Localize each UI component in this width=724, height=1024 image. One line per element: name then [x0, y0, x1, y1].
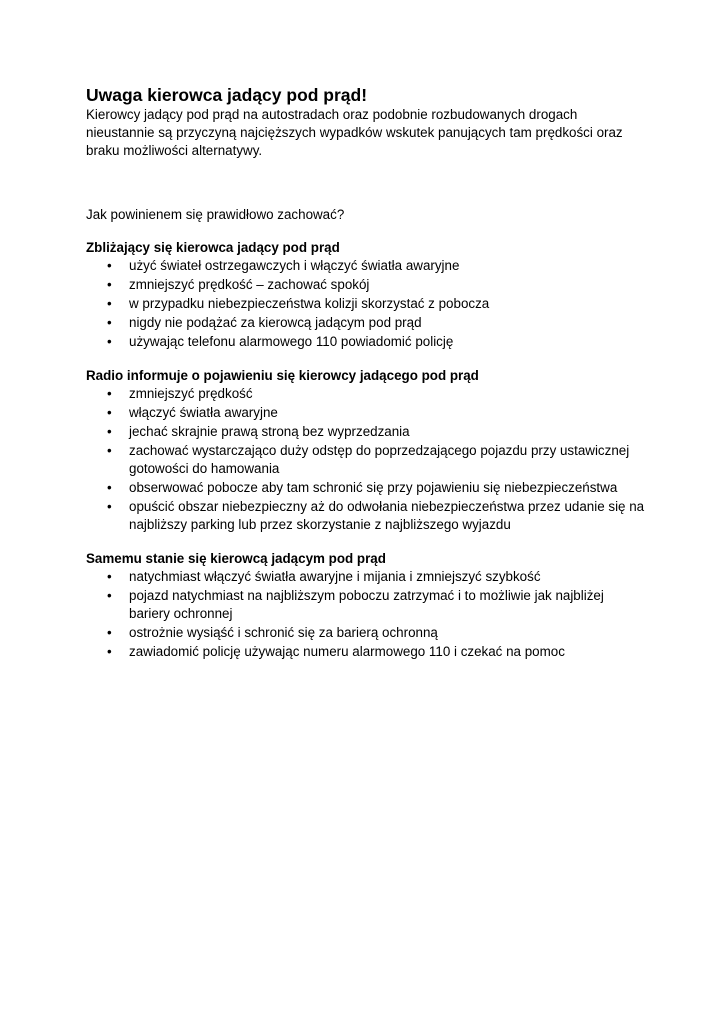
bullet-icon: • — [107, 588, 112, 603]
list-item — [86, 423, 646, 441]
document-page — [86, 84, 646, 662]
bullet-icon: • — [107, 258, 112, 273]
list-item — [86, 295, 646, 313]
list-item-text: nigdy nie podążać za kierowcą jadącym pod prąd — [129, 315, 422, 330]
list-item-text: natychmiast włączyć światła awaryjne i mijania i zmniejszyć szybkość — [129, 569, 541, 584]
list-item-text: pojazd natychmiast na najbliższym poboczu zatrzymać i to możliwie jak najbliżej bariery ochronnej — [129, 588, 604, 621]
list-item — [86, 276, 646, 294]
bullet-icon: • — [107, 499, 112, 514]
bullet-icon: • — [107, 315, 112, 330]
bullet-list — [86, 385, 646, 534]
bullet-list — [86, 568, 646, 661]
list-item — [86, 385, 646, 403]
list-item-text: w przypadku niebezpieczeństwa kolizji skorzystać z pobocza — [129, 296, 490, 311]
bullet-icon: • — [107, 334, 112, 349]
list-item — [86, 587, 646, 623]
list-item-text: zachować wystarczająco duży odstęp do poprzedzającego pojazdu przy ustawicznej gotowości do hamowania — [129, 443, 630, 476]
section-heading: Samemu stanie się kierowcą jadącym pod prąd — [86, 551, 386, 566]
section-radio-warning — [86, 367, 646, 534]
list-item-text: zawiadomić policję używając numeru alarmowego 110 i czekać na pomoc — [129, 644, 565, 659]
bullet-icon: • — [107, 625, 112, 640]
list-item — [86, 404, 646, 422]
list-item-text: jechać skrajnie prawą stroną bez wyprzedzania — [129, 424, 410, 439]
list-item — [86, 624, 646, 642]
list-item — [86, 442, 646, 478]
bullet-icon: • — [107, 405, 112, 420]
bullet-icon: • — [107, 386, 112, 401]
intro-paragraph: Kierowcy jadący pod prąd na autostradach oraz podobnie rozbudowanych drogach nieustannie są przyczyną najcięższych wypadków wskutek panujących tam prędkości oraz braku możliwości alternatywy. — [86, 107, 623, 158]
bullet-icon: • — [107, 424, 112, 439]
bullet-icon: • — [107, 443, 112, 458]
list-item-text: użyć świateł ostrzegawczych i włączyć światła awaryjne — [129, 258, 460, 273]
document-title: Uwaga kierowca jadący pod prąd! — [86, 85, 368, 105]
list-item — [86, 568, 646, 586]
list-item — [86, 314, 646, 332]
bullet-icon: • — [107, 277, 112, 292]
bullet-icon: • — [107, 480, 112, 495]
bullet-list — [86, 257, 646, 351]
list-item — [86, 479, 646, 497]
list-item-text: opuścić obszar niebezpieczny aż do odwołania niebezpieczeństwa przez udanie się na najbliższy parking lub przez skorzystanie z najbliższego wyjazdu — [129, 499, 645, 532]
list-item-text: zmniejszyć prędkość – zachować spokój — [129, 277, 370, 292]
bullet-icon: • — [107, 569, 112, 584]
list-item — [86, 257, 646, 275]
list-item-text: zmniejszyć prędkość — [129, 386, 253, 401]
list-item — [86, 643, 646, 661]
list-item-text: ostrożnie wysiąść i schronić się za barierą ochronną — [129, 625, 438, 640]
section-approaching-driver — [86, 239, 646, 351]
section-self-wrong-way — [86, 550, 646, 661]
list-item-text: używając telefonu alarmowego 110 powiadomić policję — [129, 334, 454, 349]
question-text: Jak powinienem się prawidłowo zachować? — [86, 207, 345, 222]
section-heading: Zbliżający się kierowca jadący pod prąd — [86, 240, 340, 255]
list-item-text: włączyć światła awaryjne — [129, 405, 278, 420]
bullet-icon: • — [107, 644, 112, 659]
bullet-icon: • — [107, 296, 112, 311]
list-item-text: obserwować pobocze aby tam schronić się przy pojawieniu się niebezpieczeństwa — [129, 480, 618, 495]
list-item — [86, 333, 646, 351]
list-item — [86, 498, 646, 534]
section-heading: Radio informuje o pojawieniu się kierowcy jadącego pod prąd — [86, 368, 479, 383]
